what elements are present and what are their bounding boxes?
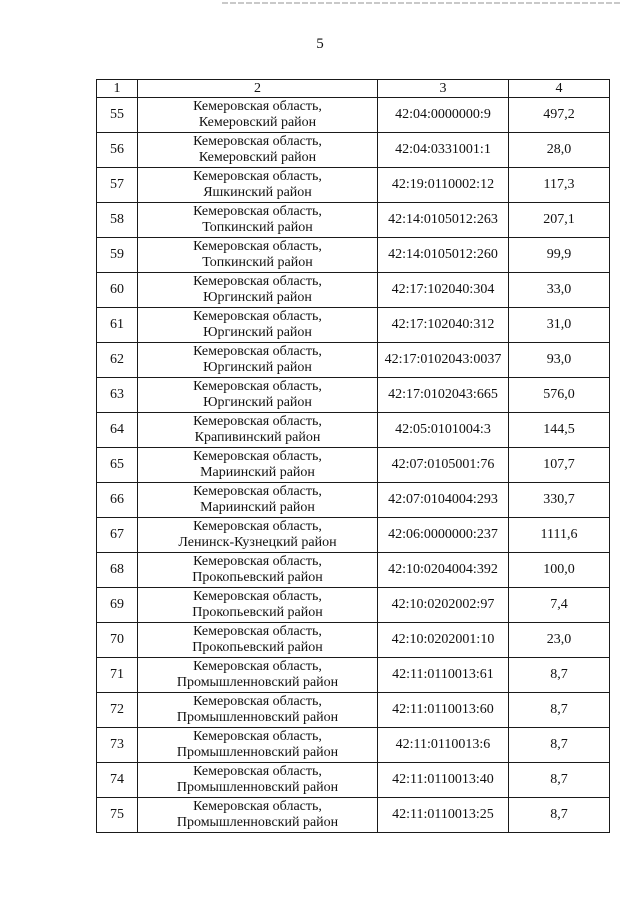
table-header-row (97, 80, 610, 98)
table-row (97, 483, 610, 518)
row-value: 1111,6 (509, 518, 610, 553)
district-text: Мариинский район (200, 500, 315, 515)
row-number: 57 (97, 168, 138, 203)
district-text: Яшкинский район (203, 185, 312, 200)
region-text: Кемеровская область, (193, 274, 322, 289)
row-value: 33,0 (509, 273, 610, 308)
row-address (138, 308, 378, 343)
row-cadastral-number: 42:11:0110013:61 (378, 658, 509, 693)
district-text: Ленинск-Кузнецкий район (178, 535, 337, 550)
row-value: 8,7 (509, 798, 610, 833)
district-text: Мариинский район (200, 465, 315, 480)
region-text: Кемеровская область, (193, 204, 322, 219)
district-text: Прокопьевский район (192, 605, 323, 620)
row-address (138, 133, 378, 168)
district-text: Юргинский район (203, 395, 312, 410)
row-number: 72 (97, 693, 138, 728)
region-text: Кемеровская область, (193, 449, 322, 464)
row-number: 74 (97, 763, 138, 798)
row-address (138, 553, 378, 588)
region-text: Кемеровская область, (193, 134, 322, 149)
table-row (97, 728, 610, 763)
row-number: 60 (97, 273, 138, 308)
row-address (138, 203, 378, 238)
row-cadastral-number: 42:14:0105012:260 (378, 238, 509, 273)
row-value: 8,7 (509, 763, 610, 798)
region-text: Кемеровская область, (193, 414, 322, 429)
region-text: Кемеровская область, (193, 344, 322, 359)
region-text: Кемеровская область, (193, 589, 322, 604)
row-number: 66 (97, 483, 138, 518)
row-number: 68 (97, 553, 138, 588)
district-text: Промышленновский район (176, 780, 339, 795)
region-text: Кемеровская область, (193, 519, 322, 534)
row-value: 8,7 (509, 728, 610, 763)
row-address (138, 623, 378, 658)
table-row (97, 168, 610, 203)
district-text: Промышленновский район (176, 745, 339, 760)
district-text: Кемеровский район (198, 115, 317, 130)
row-cadastral-number: 42:17:0102043:665 (378, 378, 509, 413)
district-text: Промышленновский район (176, 815, 339, 830)
row-cadastral-number: 42:07:0104004:293 (378, 483, 509, 518)
row-cadastral-number: 42:11:0110013:60 (378, 693, 509, 728)
row-address (138, 658, 378, 693)
row-address (138, 518, 378, 553)
region-text: Кемеровская область, (193, 659, 322, 674)
column-header-address: 2 (138, 80, 378, 98)
row-address (138, 763, 378, 798)
row-number: 56 (97, 133, 138, 168)
property-table (96, 79, 610, 833)
row-number: 62 (97, 343, 138, 378)
district-text: Прокопьевский район (192, 570, 323, 585)
column-header-number: 1 (97, 80, 138, 98)
row-address (138, 728, 378, 763)
region-text: Кемеровская область, (193, 799, 322, 814)
row-value: 28,0 (509, 133, 610, 168)
row-address (138, 588, 378, 623)
row-value: 31,0 (509, 308, 610, 343)
row-address (138, 168, 378, 203)
table-row (97, 518, 610, 553)
row-address (138, 238, 378, 273)
row-address (138, 273, 378, 308)
table-row (97, 273, 610, 308)
row-number: 73 (97, 728, 138, 763)
row-number: 67 (97, 518, 138, 553)
table-row (97, 133, 610, 168)
table-row (97, 378, 610, 413)
region-text: Кемеровская область, (193, 554, 322, 569)
row-number: 71 (97, 658, 138, 693)
table-row (97, 413, 610, 448)
region-text: Кемеровская область, (193, 624, 322, 639)
page-number: 5 (316, 36, 324, 52)
row-number: 69 (97, 588, 138, 623)
district-text: Прокопьевский район (192, 640, 323, 655)
region-text: Кемеровская область, (193, 764, 322, 779)
row-cadastral-number: 42:11:0110013:25 (378, 798, 509, 833)
row-number: 64 (97, 413, 138, 448)
row-cadastral-number: 42:10:0202001:10 (378, 623, 509, 658)
table-row (97, 98, 610, 133)
region-text: Кемеровская область, (193, 309, 322, 324)
row-number: 65 (97, 448, 138, 483)
row-cadastral-number: 42:10:0204004:392 (378, 553, 509, 588)
row-address (138, 798, 378, 833)
table-row (97, 553, 610, 588)
row-cadastral-number: 42:06:0000000:237 (378, 518, 509, 553)
row-cadastral-number: 42:17:0102043:0037 (378, 343, 509, 378)
row-value: 99,9 (509, 238, 610, 273)
table-row (97, 763, 610, 798)
table-row (97, 623, 610, 658)
district-text: Промышленновский район (176, 675, 339, 690)
row-value: 576,0 (509, 378, 610, 413)
row-number: 70 (97, 623, 138, 658)
table-row (97, 588, 610, 623)
district-text: Юргинский район (203, 360, 312, 375)
row-number: 55 (97, 98, 138, 133)
table-row (97, 343, 610, 378)
row-cadastral-number: 42:17:102040:312 (378, 308, 509, 343)
row-cadastral-number: 42:04:0000000:9 (378, 98, 509, 133)
region-text: Кемеровская область, (193, 169, 322, 184)
row-number: 63 (97, 378, 138, 413)
row-value: 23,0 (509, 623, 610, 658)
row-value: 100,0 (509, 553, 610, 588)
row-address (138, 483, 378, 518)
row-number: 61 (97, 308, 138, 343)
row-address (138, 693, 378, 728)
district-text: Кемеровский район (198, 150, 317, 165)
row-value: 207,1 (509, 203, 610, 238)
row-address (138, 378, 378, 413)
district-text: Топкинский район (202, 220, 313, 235)
region-text: Кемеровская область, (193, 379, 322, 394)
row-address (138, 343, 378, 378)
row-address (138, 98, 378, 133)
row-value: 107,7 (509, 448, 610, 483)
row-cadastral-number: 42:05:0101004:3 (378, 413, 509, 448)
table-row (97, 308, 610, 343)
region-text: Кемеровская область, (193, 694, 322, 709)
row-cadastral-number: 42:07:0105001:76 (378, 448, 509, 483)
row-value: 497,2 (509, 98, 610, 133)
table-row (97, 693, 610, 728)
row-number: 58 (97, 203, 138, 238)
row-value: 117,3 (509, 168, 610, 203)
row-cadastral-number: 42:14:0105012:263 (378, 203, 509, 238)
district-text: Юргинский район (203, 290, 312, 305)
row-number: 59 (97, 238, 138, 273)
row-value: 93,0 (509, 343, 610, 378)
table-row (97, 798, 610, 833)
table-row (97, 203, 610, 238)
row-value: 330,7 (509, 483, 610, 518)
column-header-value: 4 (509, 80, 610, 98)
row-cadastral-number: 42:11:0110013:6 (378, 728, 509, 763)
district-text: Крапивинский район (194, 430, 321, 445)
table-body (97, 80, 610, 833)
row-value: 7,4 (509, 588, 610, 623)
row-address (138, 413, 378, 448)
row-address (138, 448, 378, 483)
row-number: 75 (97, 798, 138, 833)
row-value: 144,5 (509, 413, 610, 448)
table-row (97, 658, 610, 693)
district-text: Юргинский район (203, 325, 312, 340)
row-cadastral-number: 42:04:0331001:1 (378, 133, 509, 168)
region-text: Кемеровская область, (193, 729, 322, 744)
column-header-cadastral: 3 (378, 80, 509, 98)
row-value: 8,7 (509, 658, 610, 693)
row-cadastral-number: 42:17:102040:304 (378, 273, 509, 308)
row-cadastral-number: 42:10:0202002:97 (378, 588, 509, 623)
region-text: Кемеровская область, (193, 99, 322, 114)
district-text: Промышленновский район (176, 710, 339, 725)
region-text: Кемеровская область, (193, 239, 322, 254)
region-text: Кемеровская область, (193, 484, 322, 499)
table-row (97, 448, 610, 483)
row-value: 8,7 (509, 693, 610, 728)
district-text: Топкинский район (202, 255, 313, 270)
row-cadastral-number: 42:11:0110013:40 (378, 763, 509, 798)
row-cadastral-number: 42:19:0110002:12 (378, 168, 509, 203)
table-row (97, 238, 610, 273)
top-scan-rule (222, 2, 622, 4)
